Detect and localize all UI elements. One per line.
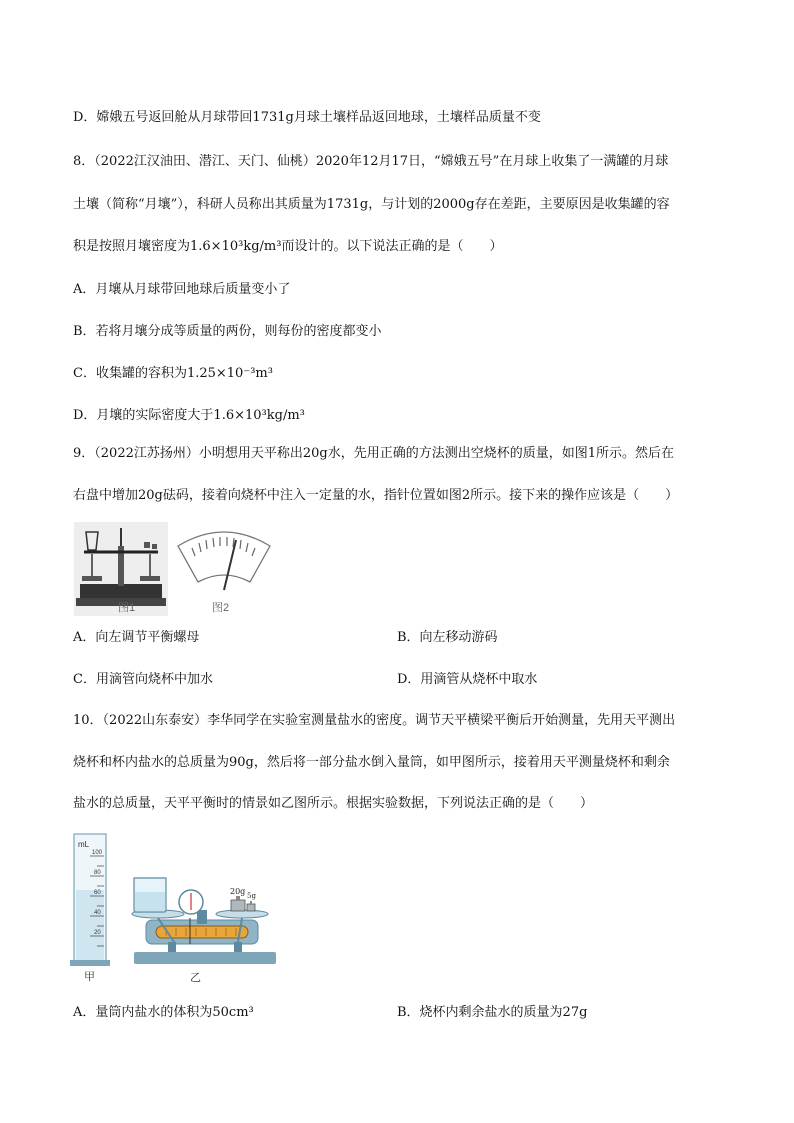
cylinder-tick-label: 40 xyxy=(94,910,101,916)
balance-figure-yi xyxy=(132,878,276,984)
q8-option-c: C．收集罐的容积为1.25×10⁻³m³ xyxy=(73,366,273,381)
cylinder-unit-label: mL xyxy=(78,840,90,849)
q9-stem-line-1: 9．（2022江苏扬州）小明想用天平称出20g水，先用正确的方法测出空烧杯的质量，如图1所示。然后在 xyxy=(73,446,674,461)
pointer-scale-figure-2 xyxy=(178,532,270,614)
q10-stem-line-3: 盐水的总质量，天平平衡时的情景如乙图所示。根据实验数据，下列说法正确的是（ ） xyxy=(73,796,594,811)
cylinder-tick-label: 60 xyxy=(94,890,101,896)
q9-figure xyxy=(74,522,306,616)
q10-stem-line-1: 10．（2022山东泰安）李华同学在实验室测量盐水的密度。调节天平横梁平衡后开始测量，先用天平测出 xyxy=(73,713,676,728)
q9-option-a: A．向左调节平衡螺母 xyxy=(73,630,200,645)
q8-option-b: B．若将月壤分成等质量的两份，则每份的密度都变小 xyxy=(73,324,382,339)
graduated-cylinder-figure xyxy=(70,834,110,983)
q8-stem-line-3: 积是按照月壤密度为1.6×10³kg/m³而设计的。以下说法正确的是（ ） xyxy=(73,239,503,254)
q8-stem-line-2: 土壤（简称“月壤”），科研人员称出其质量为1731g，与计划的2000g存在差距，主要原因是收集罐的容 xyxy=(73,197,670,212)
cylinder-tick-label: 80 xyxy=(94,870,101,876)
balance-caption: 乙 xyxy=(190,971,201,984)
q9-option-b: B．向左移动游码 xyxy=(397,630,498,645)
q9-option-d: D．用滴管从烧杯中取水 xyxy=(397,672,538,687)
q10-option-b: B．烧杯内剩余盐水的质量为27g xyxy=(397,1005,588,1020)
q8-option-a: A．月壤从月球带回地球后质量变小了 xyxy=(73,282,291,297)
figure-2-caption: 图2 xyxy=(212,602,230,614)
weight-5g-label: 5g xyxy=(247,892,256,900)
q10-figure xyxy=(70,830,276,984)
cylinder-caption: 甲 xyxy=(84,970,95,983)
q8-option-d: D．月壤的实际密度大于1.6×10³kg/m³ xyxy=(73,408,305,423)
balance-figure-1 xyxy=(74,522,168,616)
cylinder-tick-label: 100 xyxy=(92,850,103,856)
q7-option-d: D．嫦娥五号返回舱从月球带回1731g月球土壤样品返回地球，土壤样品质量不变 xyxy=(73,110,541,125)
figure-1-caption: 图1 xyxy=(118,602,136,614)
q9-option-c: C．用滴管向烧杯中加水 xyxy=(73,672,213,687)
q8-stem-line-1: 8．（2022江汉油田、潜江、天门、仙桃）2020年12月17日，“嫦娥五号”在月球上收集了一满罐的月球 xyxy=(73,154,669,169)
q10-option-a: A．量筒内盐水的体积为50cm³ xyxy=(73,1005,254,1020)
q9-stem-line-2: 右盘中增加20g砝码，接着向烧杯中注入一定量的水，指针位置如图2所示。接下来的操作应该是（ ） xyxy=(73,488,679,503)
q10-stem-line-2: 烧杯和杯内盐水的总质量为90g，然后将一部分盐水倒入量筒，如甲图所示，接着用天平测量烧杯和剩余 xyxy=(73,755,670,770)
cylinder-tick-label: 20 xyxy=(94,930,101,936)
weight-20g-label: 20g xyxy=(230,887,246,896)
